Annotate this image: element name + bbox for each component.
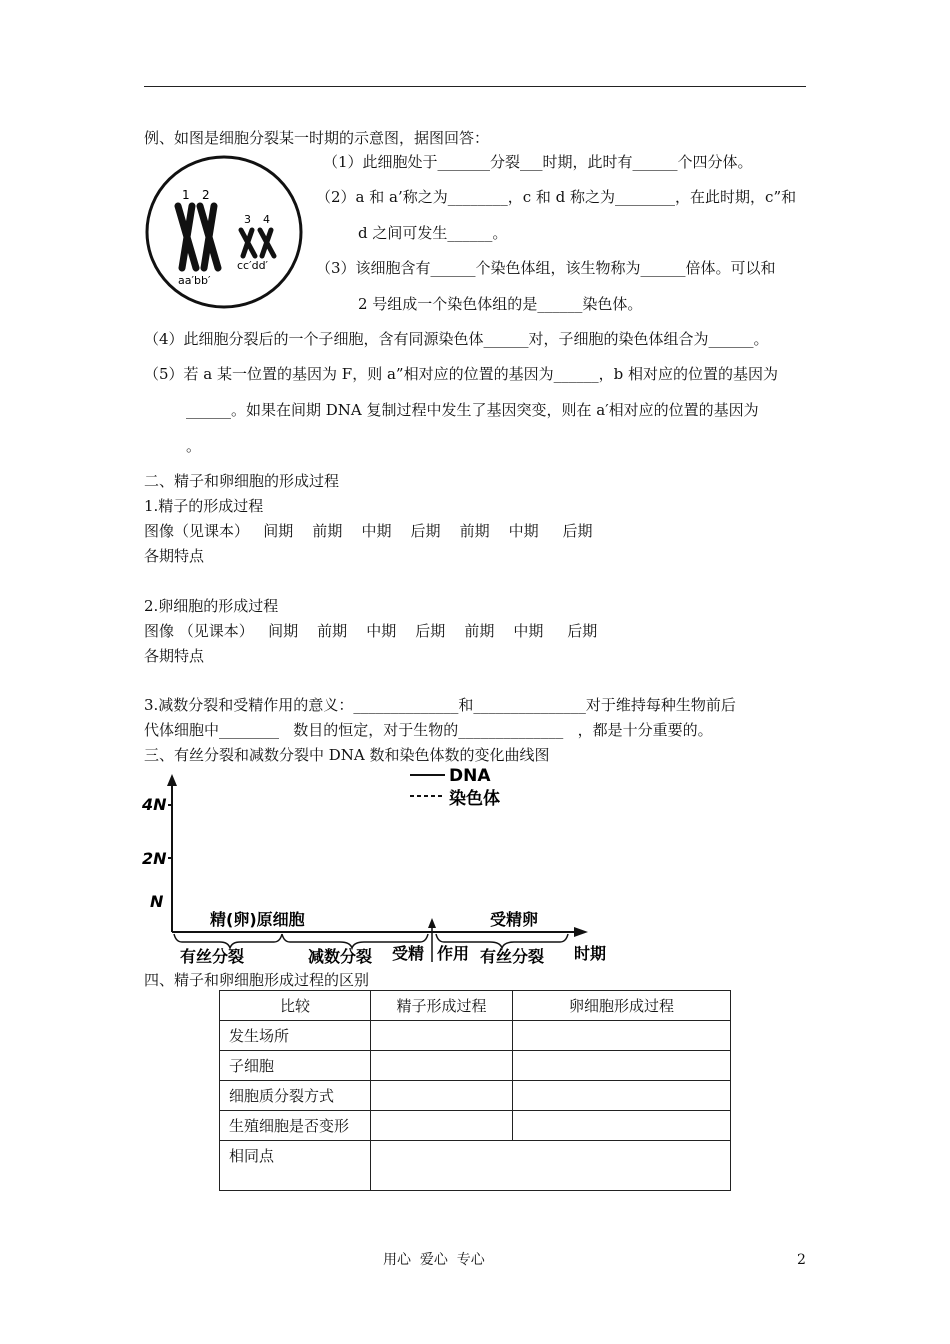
brace-mitosis-1	[174, 934, 282, 948]
egg-formation-heading: 2.卵细胞的形成过程	[144, 597, 279, 615]
table-row	[220, 1111, 731, 1141]
allele-labels-left: aa′bb′	[178, 274, 211, 287]
fertilization-arrow	[428, 918, 436, 928]
example-title: 例、如图是细胞分裂某一时期的示意图，据图回答：	[144, 129, 490, 147]
table-header-compare: 比较	[220, 991, 371, 1021]
chromosome-number-3: 3	[244, 213, 251, 226]
sperm-stage-row: 图像（见课本） 间期 前期 中期 后期 前期 中期 后期	[144, 522, 593, 540]
row-label-location: 发生场所	[220, 1021, 371, 1051]
phase-meiosis: 减数分裂	[308, 947, 373, 966]
section-3-heading: 三、有丝分裂和减数分裂中 DNA 数和染色体数的变化曲线图	[144, 746, 550, 764]
question-3-line-2: 2 号组成一个染色体组的是______染色体。	[358, 295, 643, 313]
question-5-line-1: （5）若 a 某一位置的基因为 F，则 a”相对应的位置的基因为______，b 相对应的位置的基因为	[144, 365, 778, 383]
cell-egg-deformation[interactable]	[513, 1111, 731, 1141]
chromosome-number-4: 4	[263, 213, 270, 226]
y-tick-2n: 2N	[142, 849, 167, 868]
table-row	[220, 1051, 731, 1081]
table-row	[220, 1141, 731, 1191]
question-5-line-2: ______。如果在间期 DNA 复制过程中发生了基因突变，则在 a′相对应的位置的基因为	[186, 401, 759, 419]
sperm-traits-label: 各期特点	[144, 547, 205, 565]
x-axis-arrow	[574, 927, 588, 937]
row-label-deformation: 生殖细胞是否变形	[220, 1111, 371, 1141]
cell-sperm-deformation[interactable]	[371, 1111, 513, 1141]
table-header-egg: 卵细胞形成过程	[513, 991, 731, 1021]
section-2-heading: 二、精子和卵细胞的形成过程	[144, 472, 340, 490]
chromosome-number-1: 1	[182, 188, 190, 202]
question-2-line-1: （2）a 和 a’称之为________，c 和 d 称之为________，在此时期，c”和	[316, 188, 797, 206]
cell-egg-location[interactable]	[513, 1021, 731, 1051]
allele-labels-right: cc′dd′	[237, 259, 269, 272]
question-1: （1）此细胞处于_______分裂___时期，此时有______个四分体。	[323, 153, 753, 171]
egg-traits-label: 各期特点	[144, 647, 205, 665]
cell-egg-daughter[interactable]	[513, 1051, 731, 1081]
section-4-heading: 四、精子和卵细胞形成过程的区别	[144, 971, 370, 989]
significance-line-1: 3.减数分裂和受精作用的意义：______________和_______________对于维持每种生物前后	[144, 696, 736, 714]
table-header-row	[220, 991, 731, 1021]
cell-division-figure	[144, 152, 304, 312]
question-4: （4）此细胞分裂后的一个子细胞，含有同源染色体______对，子细胞的染色体组合为______。	[144, 330, 769, 348]
significance-line-2: 代体细胞中________ 数目的恒定，对于生物的______________ ，都是十分重要的。	[144, 721, 713, 739]
question-3-line-1: （3）该细胞含有______个染色体组，该生物称为______倍体。可以和	[316, 259, 776, 277]
cell-sperm-cytokinesis[interactable]	[371, 1081, 513, 1111]
page-number: 2	[797, 1252, 806, 1268]
cell-sperm-location[interactable]	[371, 1021, 513, 1051]
cell-sperm-daughter[interactable]	[371, 1051, 513, 1081]
chromosome-number-2: 2	[202, 188, 210, 202]
phase-mitosis-1: 有丝分裂	[180, 947, 245, 966]
comparison-table	[219, 990, 731, 1191]
y-tick-n: N	[150, 892, 164, 911]
egg-stage-row: 图像 （见课本） 间期 前期 中期 后期 前期 中期 后期	[144, 622, 598, 640]
question-2-line-2: d 之间可发生______。	[358, 224, 508, 242]
origin-cell-label: 精(卵)原细胞	[210, 910, 305, 929]
header-rule	[144, 86, 806, 87]
sperm-formation-heading: 1.精子的形成过程	[144, 497, 264, 515]
legend-dna-label: DNA	[449, 766, 491, 786]
footer-motto: 用心 爱心 专心	[383, 1252, 485, 1268]
dna-chromosome-graph	[140, 762, 620, 968]
phase-fertilization-a: 受精	[392, 944, 425, 963]
phase-fertilization-b: 作用	[437, 944, 470, 963]
y-axis-arrow	[167, 774, 177, 786]
table-header-sperm: 精子形成过程	[371, 991, 513, 1021]
chromosome-pair-large	[178, 206, 218, 268]
cell-membrane	[147, 157, 301, 307]
chromosome-pair-small	[241, 230, 274, 256]
table-row	[220, 1081, 731, 1111]
y-tick-4n: 4N	[142, 795, 167, 814]
row-label-cytokinesis: 细胞质分裂方式	[220, 1081, 371, 1111]
question-5-line-3: 。	[186, 437, 202, 455]
row-label-similarities: 相同点	[220, 1141, 371, 1191]
x-axis-label: 时期	[574, 944, 607, 963]
table-row	[220, 1021, 731, 1051]
cell-similarities[interactable]	[371, 1141, 731, 1191]
zygote-label: 受精卵	[490, 910, 539, 929]
cell-egg-cytokinesis[interactable]	[513, 1081, 731, 1111]
row-label-daughter-cells: 子细胞	[220, 1051, 371, 1081]
legend-chromosome-label: 染色体	[449, 789, 500, 809]
phase-mitosis-2: 有丝分裂	[480, 947, 545, 966]
